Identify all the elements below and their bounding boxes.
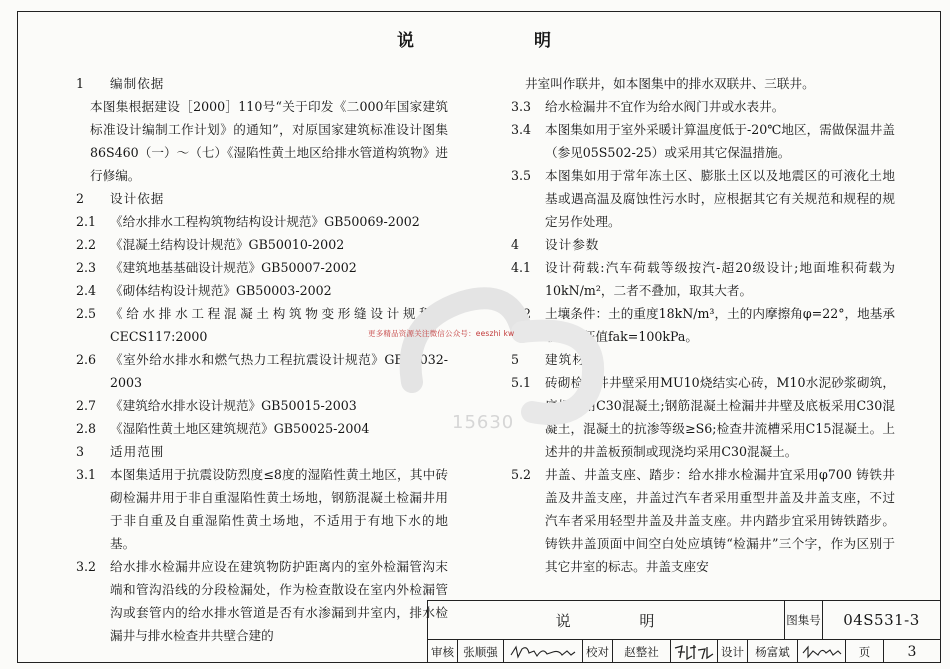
paragraph-number: 2.4 bbox=[76, 283, 97, 298]
check-name: 赵整社 bbox=[613, 640, 671, 663]
paragraph bbox=[90, 95, 448, 187]
paragraph-text: 本图集如用于常年冻土区、膨胀土区以及地震区的可液化土地基或遇高温及腐蚀性污水时，应根据其它有关规范和规程的规定另作处理。 bbox=[545, 168, 895, 229]
paragraph bbox=[76, 348, 448, 394]
promo-banner: 更多精品资源关注微信公众号：eeszhi kw bbox=[368, 329, 515, 338]
paragraph-number: 5.1 bbox=[511, 375, 532, 390]
title-block bbox=[427, 600, 941, 663]
paragraph-text: 建筑材料 bbox=[545, 352, 600, 367]
paragraph bbox=[76, 302, 448, 348]
paragraph bbox=[511, 95, 895, 118]
paragraph-text: 《给水排水工程构筑物结构设计规范》GB50069-2002 bbox=[110, 214, 420, 229]
paragraph-number: 2.7 bbox=[76, 398, 97, 413]
paragraph-text: 给水检漏井不宜作为给水阀门井或水表井。 bbox=[545, 99, 785, 114]
paragraph-text: 设计依据 bbox=[110, 191, 165, 206]
paragraph bbox=[511, 371, 895, 463]
review-name: 张顺强 bbox=[458, 640, 504, 663]
paragraph bbox=[76, 394, 448, 417]
paragraph-text: 设计参数 bbox=[545, 237, 600, 252]
page-title: 说 明 bbox=[397, 31, 553, 51]
paragraph-number: 2.8 bbox=[76, 421, 97, 436]
paragraph bbox=[76, 279, 448, 302]
title-block-bottom-row bbox=[428, 640, 941, 663]
paragraph-number: 3.1 bbox=[76, 467, 97, 482]
title-block-top-row bbox=[428, 601, 941, 640]
paragraph-number: 3.5 bbox=[511, 168, 532, 183]
design-signature bbox=[798, 640, 846, 663]
left-column bbox=[76, 72, 448, 647]
watermark-text: 15630 bbox=[452, 412, 515, 433]
paragraph-text: 《建筑地基基础设计规范》GB50007-2002 bbox=[110, 260, 357, 275]
paragraph bbox=[76, 210, 448, 233]
paragraph-number: 3 bbox=[76, 444, 85, 459]
paragraph-number: 3.4 bbox=[511, 122, 532, 137]
paragraph bbox=[76, 256, 448, 279]
design-label: 设计 bbox=[718, 640, 748, 663]
paragraph bbox=[511, 302, 895, 348]
paragraph-text: 本图集如用于室外采暖计算温度低于-20℃地区，需做保温井盖（参见05S502-25）或采用其它保温措施。 bbox=[545, 122, 895, 160]
signature-image bbox=[672, 642, 716, 662]
section-heading bbox=[76, 440, 448, 463]
paragraph-number: 2.2 bbox=[76, 237, 97, 252]
paragraph-text: 《砌体结构设计规范》GB50003-2002 bbox=[110, 283, 332, 298]
paragraph bbox=[511, 463, 895, 578]
paragraph-text: 适用范围 bbox=[110, 444, 165, 459]
paragraph-number: 2.6 bbox=[76, 352, 97, 367]
paragraph-number: 3.3 bbox=[511, 99, 532, 114]
atlas-no: 04S531-3 bbox=[843, 611, 920, 629]
paragraph-number: 4.1 bbox=[511, 260, 532, 275]
paragraph-text: 土壤条件：土的重度18kN/m³，土的内摩擦角φ=22°，地基承载力特征值fak=100kPa。 bbox=[545, 306, 895, 344]
paragraph-number: 2.5 bbox=[76, 306, 97, 321]
paragraph-text: 本图集根据建设［2000］110号“关于印发《二000年国家建筑标准设计编制工作计划》的通知”，对原国家建筑标准设计图集86S460（一）～（七）《湿陷性黄土地区给排水管道构筑物》进行修编。 bbox=[90, 99, 448, 183]
paragraph-text: 《混凝土结构设计规范》GB50010-2002 bbox=[110, 237, 345, 252]
section-heading bbox=[511, 348, 895, 371]
paragraph-text: 本图集适用于抗震设防烈度≤8度的湿陷性黄土地区，其中砖砌检漏井用于非自重湿陷性黄土场地，钢筋混凝土检漏井用于非自重及自重湿陷性黄土场地，不适用于有地下水的地基。 bbox=[110, 467, 448, 551]
paragraph-number: 1 bbox=[76, 76, 85, 91]
design-name: 杨富斌 bbox=[748, 640, 798, 663]
paragraph bbox=[76, 233, 448, 256]
paragraph bbox=[511, 256, 895, 302]
section-heading bbox=[76, 187, 448, 210]
check-signature bbox=[671, 640, 718, 663]
paragraph-number: 2.1 bbox=[76, 214, 97, 229]
paragraph bbox=[511, 164, 895, 233]
paragraph-number: 2 bbox=[76, 191, 85, 206]
paragraph bbox=[76, 417, 448, 440]
paragraph bbox=[76, 463, 448, 555]
title-block-title: 说 明 bbox=[428, 601, 785, 639]
check-label: 校对 bbox=[583, 640, 613, 663]
paragraph-text: 《建筑给水排水设计规范》GB50015-2003 bbox=[110, 398, 357, 413]
paragraph-number: 5.2 bbox=[511, 467, 532, 482]
paragraph-text: 设计荷载:汽车荷载等级按汽-超20级设计;地面堆积荷载为10kN/m²，二者不叠加，取其大者。 bbox=[545, 260, 895, 298]
section-heading bbox=[511, 233, 895, 256]
paragraph-text: 井室叫作联井，如本图集中的排水双联井、三联井。 bbox=[525, 76, 815, 91]
paragraph-text: 砖砌检漏井井壁采用MU10烧结实心砖，M10水泥砂浆砌筑，底板采用C30混凝土;钢筋混凝土检漏井井壁及底板采用C30混凝土，混凝土的抗渗等级≥S6;检查井流槽采用C15混凝土。上述井的井盖板预制或现浇均采用C30混凝土。 bbox=[545, 375, 895, 459]
paragraph-number: 4.2 bbox=[511, 306, 532, 321]
paragraph-text: 《室外给水排水和燃气热力工程抗震设计规范》GB50032-2003 bbox=[110, 352, 448, 390]
signature-image bbox=[507, 643, 579, 661]
paragraph bbox=[76, 555, 448, 647]
paragraph-number: 2.3 bbox=[76, 260, 97, 275]
paragraph-text: 《湿陷性黄土地区建筑规范》GB50025-2004 bbox=[110, 421, 370, 436]
paragraph-number: 5 bbox=[511, 352, 520, 367]
page-number: 3 bbox=[907, 643, 917, 660]
paragraph-text: 《给水排水工程混凝土构筑物变形缝设计规程》CECS117:2000 bbox=[110, 306, 448, 344]
paragraph-text: 给水排水检漏井应设在建筑物防护距离内的室外检漏管沟末端和管沟沿线的分段检漏处，作为检查散设在室内外检漏管沟或套管内的给水排水管道是否有水渗漏到井室内，排水检漏井与排水检查井共壁合建的 bbox=[110, 559, 448, 643]
right-column bbox=[511, 72, 895, 578]
paragraph-number: 3.2 bbox=[76, 559, 97, 574]
paragraph-number: 4 bbox=[511, 237, 520, 252]
atlas-no-label: 图集号 bbox=[785, 601, 823, 639]
review-signature bbox=[504, 640, 583, 663]
section-heading bbox=[76, 72, 448, 95]
paragraph-text: 井盖、井盖支座、踏步：给水排水检漏井宜采用φ700 铸铁井盖及井盖支座，井盖过汽车者采用重型井盖及井盖支座，不过汽车者采用轻型井盖及井盖支座。井内踏步宜采用铸铁踏步。铸铁井盖顶面中间空白处应填铸“检漏井”三个字，作为区别于其它井室的标志。井盖支座安 bbox=[545, 467, 895, 574]
paragraph bbox=[525, 72, 895, 95]
signature-image bbox=[800, 643, 844, 661]
page-label: 页 bbox=[846, 640, 884, 663]
paragraph bbox=[511, 118, 895, 164]
review-label: 审核 bbox=[428, 640, 458, 663]
paragraph-text: 编制依据 bbox=[110, 76, 165, 91]
